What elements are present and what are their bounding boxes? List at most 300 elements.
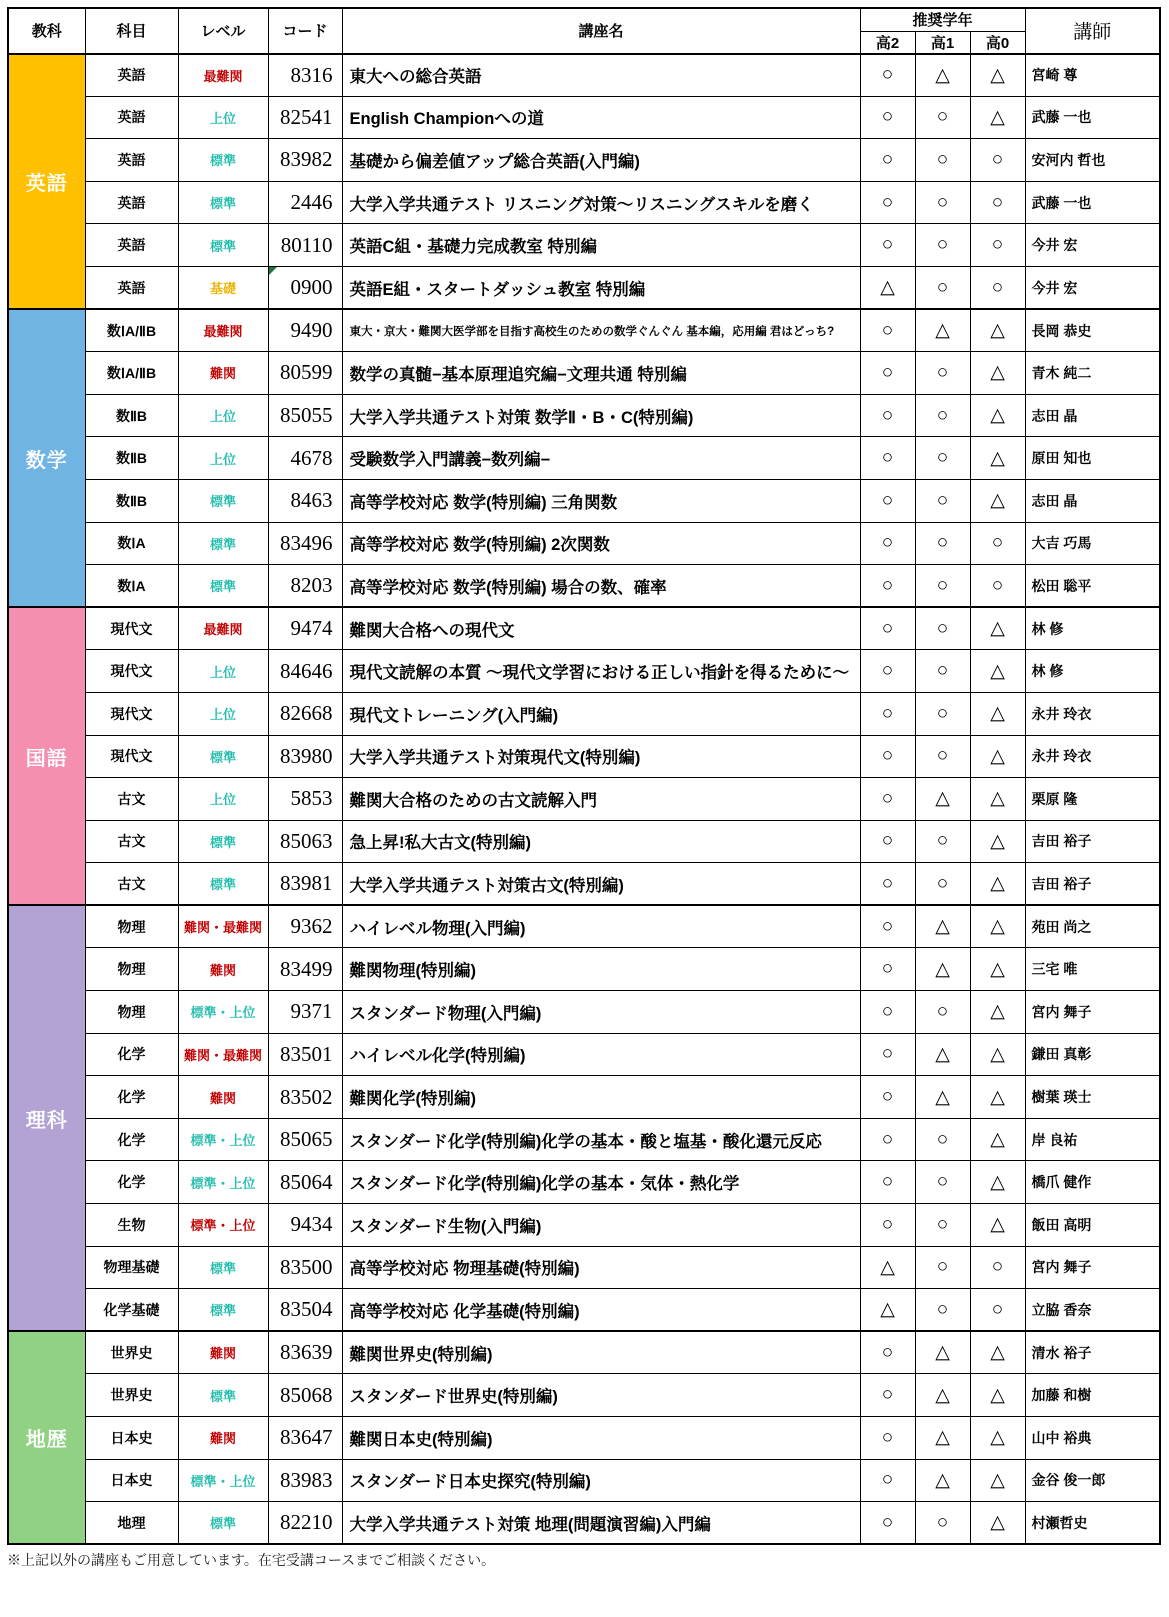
grade-mark-cell-g2: ○ — [860, 1459, 915, 1502]
grade-mark-cell-g2: ○ — [860, 991, 915, 1034]
grade-mark-cell-g1: △ — [915, 54, 970, 97]
course-name-cell: 難関大合格のための古文読解入門 — [342, 778, 860, 821]
subject-group-label: 国語 — [8, 607, 85, 905]
course-name-cell: 高等学校対応 数学(特別編) 場合の数、確率 — [342, 565, 860, 608]
grade-mark-cell-g1: △ — [915, 1033, 970, 1076]
grade-mark-cell-g0: △ — [970, 479, 1025, 522]
grade-mark-cell-g0: △ — [970, 1161, 1025, 1204]
teacher-cell: 原田 知也 — [1025, 437, 1160, 480]
subject-cell: 地理 — [85, 1502, 178, 1545]
teacher-cell: 林 修 — [1025, 650, 1160, 693]
grade-mark-cell-g1: ○ — [915, 352, 970, 395]
code-cell: 2446 — [268, 181, 342, 224]
grade-mark-cell-g1: △ — [915, 905, 970, 948]
level-cell: 上位 — [178, 96, 268, 139]
grade-mark-cell-g2: ○ — [860, 820, 915, 863]
course-name-cell: 高等学校対応 化学基礎(特別編) — [342, 1289, 860, 1332]
course-row — [8, 1161, 1160, 1204]
teacher-cell: 今井 宏 — [1025, 224, 1160, 267]
subject-cell: 英語 — [85, 139, 178, 182]
grade-mark-cell-g2: ○ — [860, 607, 915, 650]
teacher-cell: 吉田 裕子 — [1025, 863, 1160, 906]
subject-cell: 英語 — [85, 266, 178, 309]
code-cell: 9474 — [268, 607, 342, 650]
level-cell: 上位 — [178, 437, 268, 480]
course-name-cell: スタンダード物理(入門編) — [342, 991, 860, 1034]
level-cell: 標準 — [178, 224, 268, 267]
grade-mark-cell-g0: △ — [970, 1331, 1025, 1374]
grade-mark-cell-g0: ○ — [970, 139, 1025, 182]
grade-mark-cell-g2: △ — [860, 1246, 915, 1289]
grade-mark-cell-g0: △ — [970, 54, 1025, 97]
level-cell: 標準 — [178, 863, 268, 906]
course-row — [8, 1204, 1160, 1247]
code-cell: 4678 — [268, 437, 342, 480]
course-row — [8, 1076, 1160, 1119]
course-name-cell: 高等学校対応 数学(特別編) 三角関数 — [342, 479, 860, 522]
grade-mark-cell-g2: ○ — [860, 1502, 915, 1545]
grade-mark-cell-g2: ○ — [860, 1331, 915, 1374]
subject-cell: 物理 — [85, 948, 178, 991]
course-name-cell: 大学入学共通テスト対策 地理(問題演習編)入門編 — [342, 1502, 860, 1545]
teacher-cell: 志田 晶 — [1025, 394, 1160, 437]
course-row — [8, 266, 1160, 309]
course-name-cell: 高等学校対応 数学(特別編) 2次関数 — [342, 522, 860, 565]
grade-mark-cell-g1: △ — [915, 1374, 970, 1417]
grade-mark-cell-g1: ○ — [915, 1161, 970, 1204]
grade-mark-cell-g1: ○ — [915, 650, 970, 693]
grade-mark-cell-g1: ○ — [915, 224, 970, 267]
level-cell: 標準・上位 — [178, 1204, 268, 1247]
header-grade-1: 高1 — [915, 31, 970, 54]
grade-mark-cell-g0: △ — [970, 991, 1025, 1034]
level-cell: 標準・上位 — [178, 1161, 268, 1204]
teacher-cell: 吉田 裕子 — [1025, 820, 1160, 863]
course-row — [8, 1118, 1160, 1161]
teacher-cell: 三宅 唯 — [1025, 948, 1160, 991]
course-row — [8, 522, 1160, 565]
grade-mark-cell-g0: △ — [970, 607, 1025, 650]
level-cell: 難関 — [178, 1331, 268, 1374]
course-name-cell: English Championへの道 — [342, 96, 860, 139]
level-cell: 上位 — [178, 778, 268, 821]
level-cell: 上位 — [178, 394, 268, 437]
grade-mark-cell-g2: ○ — [860, 948, 915, 991]
grade-mark-cell-g0: ○ — [970, 1246, 1025, 1289]
course-row — [8, 1033, 1160, 1076]
grade-mark-cell-g1: ○ — [915, 991, 970, 1034]
grade-mark-cell-g1: △ — [915, 1331, 970, 1374]
code-cell: 83982 — [268, 139, 342, 182]
code-cell: 5853 — [268, 778, 342, 821]
grade-mark-cell-g2: △ — [860, 1289, 915, 1332]
grade-mark-cell-g1: ○ — [915, 1204, 970, 1247]
level-cell: 標準 — [178, 139, 268, 182]
grade-mark-cell-g1: ○ — [915, 820, 970, 863]
grade-mark-cell-g1: ○ — [915, 437, 970, 480]
grade-mark-cell-g1: ○ — [915, 181, 970, 224]
course-name-cell: 東大への総合英語 — [342, 54, 860, 97]
grade-mark-cell-g2: ○ — [860, 1118, 915, 1161]
grade-mark-cell-g0: △ — [970, 309, 1025, 352]
grade-mark-cell-g0: △ — [970, 820, 1025, 863]
course-name-cell: ハイレベル化学(特別編) — [342, 1033, 860, 1076]
course-name-cell: 現代文トレーニング(入門編) — [342, 692, 860, 735]
grade-mark-cell-g1: ○ — [915, 692, 970, 735]
teacher-cell: 清水 裕子 — [1025, 1331, 1160, 1374]
grade-mark-cell-g0: △ — [970, 948, 1025, 991]
course-row — [8, 948, 1160, 991]
grade-mark-cell-g1: ○ — [915, 479, 970, 522]
grade-mark-cell-g1: △ — [915, 778, 970, 821]
code-cell: 82668 — [268, 692, 342, 735]
grade-mark-cell-g1: ○ — [915, 607, 970, 650]
grade-mark-cell-g2: ○ — [860, 522, 915, 565]
grade-mark-cell-g1: △ — [915, 1459, 970, 1502]
course-name-cell: スタンダード化学(特別編)化学の基本・気体・熱化学 — [342, 1161, 860, 1204]
code-cell: 85068 — [268, 1374, 342, 1417]
course-row — [8, 905, 1160, 948]
code-cell: 83981 — [268, 863, 342, 906]
course-name-cell: スタンダード日本史探究(特別編) — [342, 1459, 860, 1502]
grade-mark-cell-g2: ○ — [860, 1374, 915, 1417]
subject-cell: 化学 — [85, 1118, 178, 1161]
subject-cell: 古文 — [85, 863, 178, 906]
code-cell: 83504 — [268, 1289, 342, 1332]
level-cell: 上位 — [178, 692, 268, 735]
subject-group-label: 数学 — [8, 309, 85, 607]
course-row — [8, 1417, 1160, 1460]
subject-cell: 古文 — [85, 820, 178, 863]
subject-cell: 数ⅡB — [85, 394, 178, 437]
grade-mark-cell-g2: ○ — [860, 1161, 915, 1204]
teacher-cell: 永井 玲衣 — [1025, 735, 1160, 778]
grade-mark-cell-g1: △ — [915, 948, 970, 991]
grade-mark-cell-g2: ○ — [860, 863, 915, 906]
level-cell: 標準 — [178, 522, 268, 565]
level-cell: 難関 — [178, 948, 268, 991]
level-cell: 標準・上位 — [178, 1118, 268, 1161]
header-grade-0: 高0 — [970, 31, 1025, 54]
course-row — [8, 309, 1160, 352]
level-cell: 難関 — [178, 352, 268, 395]
level-cell: 標準 — [178, 1374, 268, 1417]
code-cell: 83496 — [268, 522, 342, 565]
grade-mark-cell-g1: △ — [915, 1417, 970, 1460]
teacher-cell: 松田 聡平 — [1025, 565, 1160, 608]
course-name-cell: 大学入学共通テスト対策現代文(特別編) — [342, 735, 860, 778]
course-row — [8, 607, 1160, 650]
subject-cell: 数ⅠA/ⅡB — [85, 309, 178, 352]
subject-cell: 生物 — [85, 1204, 178, 1247]
subject-cell: 英語 — [85, 224, 178, 267]
grade-mark-cell-g2: △ — [860, 266, 915, 309]
course-row — [8, 352, 1160, 395]
subject-cell: 現代文 — [85, 650, 178, 693]
grade-mark-cell-g2: ○ — [860, 309, 915, 352]
grade-mark-cell-g0: ○ — [970, 565, 1025, 608]
teacher-cell: 林 修 — [1025, 607, 1160, 650]
teacher-cell: 山中 裕典 — [1025, 1417, 1160, 1460]
course-row — [8, 1459, 1160, 1502]
subject-cell: 物理 — [85, 991, 178, 1034]
subject-group-label: 理科 — [8, 905, 85, 1331]
teacher-cell: 今井 宏 — [1025, 266, 1160, 309]
grade-mark-cell-g2: ○ — [860, 650, 915, 693]
code-cell: 83980 — [268, 735, 342, 778]
subject-cell: 物理基礎 — [85, 1246, 178, 1289]
code-cell: 82541 — [268, 96, 342, 139]
level-cell: 標準 — [178, 735, 268, 778]
grade-mark-cell-g2: ○ — [860, 905, 915, 948]
teacher-cell: 志田 晶 — [1025, 479, 1160, 522]
grade-mark-cell-g2: ○ — [860, 437, 915, 480]
subject-cell: 英語 — [85, 181, 178, 224]
code-cell: 80599 — [268, 352, 342, 395]
grade-mark-cell-g2: ○ — [860, 394, 915, 437]
subject-cell: 日本史 — [85, 1459, 178, 1502]
grade-mark-cell-g1: ○ — [915, 1246, 970, 1289]
grade-mark-cell-g2: ○ — [860, 1076, 915, 1119]
grade-mark-cell-g1: ○ — [915, 565, 970, 608]
code-cell: 9434 — [268, 1204, 342, 1247]
grade-mark-cell-g2: ○ — [860, 692, 915, 735]
level-cell: 難関・最難関 — [178, 1033, 268, 1076]
grade-mark-cell-g1: ○ — [915, 1118, 970, 1161]
grade-mark-cell-g2: ○ — [860, 1417, 915, 1460]
course-row — [8, 650, 1160, 693]
course-name-cell: 東大・京大・難関大医学部を目指す高校生のための数学ぐんぐん 基本編，応用編 君はどっち? — [342, 309, 860, 352]
teacher-cell: 橋爪 健作 — [1025, 1161, 1160, 1204]
header-code: コード — [268, 8, 342, 54]
subject-cell: 化学 — [85, 1161, 178, 1204]
grade-mark-cell-g2: ○ — [860, 565, 915, 608]
code-cell: 84646 — [268, 650, 342, 693]
teacher-cell: 青木 純二 — [1025, 352, 1160, 395]
level-cell: 標準・上位 — [178, 1459, 268, 1502]
course-row — [8, 991, 1160, 1034]
teacher-cell: 栗原 隆 — [1025, 778, 1160, 821]
grade-mark-cell-g2: ○ — [860, 224, 915, 267]
grade-mark-cell-g0: △ — [970, 1204, 1025, 1247]
course-name-cell: スタンダード化学(特別編)化学の基本・酸と塩基・酸化還元反応 — [342, 1118, 860, 1161]
course-row — [8, 778, 1160, 821]
teacher-cell: 宮崎 尊 — [1025, 54, 1160, 97]
course-name-cell: スタンダード生物(入門編) — [342, 1204, 860, 1247]
level-cell: 最難関 — [178, 309, 268, 352]
subject-cell: 化学基礎 — [85, 1289, 178, 1332]
teacher-cell: 長岡 恭史 — [1025, 309, 1160, 352]
course-name-cell: 難関日本史(特別編) — [342, 1417, 860, 1460]
header-teacher: 講師 — [1025, 8, 1160, 54]
grade-mark-cell-g0: △ — [970, 1076, 1025, 1119]
course-row — [8, 139, 1160, 182]
subject-cell: 数ⅠA — [85, 565, 178, 608]
course-name-cell: 現代文読解の本質 〜現代文学習における正しい指針を得るために〜 — [342, 650, 860, 693]
course-row — [8, 1502, 1160, 1545]
grade-mark-cell-g0: ○ — [970, 181, 1025, 224]
grade-mark-cell-g0: △ — [970, 1118, 1025, 1161]
grade-mark-cell-g2: ○ — [860, 735, 915, 778]
level-cell: 難関・最難関 — [178, 905, 268, 948]
grade-mark-cell-g1: ○ — [915, 1289, 970, 1332]
course-row — [8, 565, 1160, 608]
grade-mark-cell-g0: ○ — [970, 266, 1025, 309]
header-recommended-grade: 推奨学年 — [860, 8, 1025, 31]
teacher-cell: 岸 良祐 — [1025, 1118, 1160, 1161]
course-name-cell: スタンダード世界史(特別編) — [342, 1374, 860, 1417]
code-cell: 8203 — [268, 565, 342, 608]
grade-mark-cell-g0: △ — [970, 650, 1025, 693]
level-cell: 標準 — [178, 820, 268, 863]
subject-cell: 世界史 — [85, 1331, 178, 1374]
grade-mark-cell-g1: ○ — [915, 266, 970, 309]
grade-mark-cell-g2: ○ — [860, 139, 915, 182]
teacher-cell: 武藤 一也 — [1025, 181, 1160, 224]
course-name-cell: 受験数学入門講義−数列編− — [342, 437, 860, 480]
code-cell: 85065 — [268, 1118, 342, 1161]
level-cell: 標準 — [178, 565, 268, 608]
code-cell: 83501 — [268, 1033, 342, 1076]
code-cell: 82210 — [268, 1502, 342, 1545]
course-row — [8, 1289, 1160, 1332]
course-row — [8, 224, 1160, 267]
course-row — [8, 54, 1160, 97]
course-name-cell: 急上昇!私大古文(特別編) — [342, 820, 860, 863]
teacher-cell: 武藤 一也 — [1025, 96, 1160, 139]
grade-mark-cell-g1: ○ — [915, 1502, 970, 1545]
course-row — [8, 820, 1160, 863]
code-cell: 0900 — [268, 266, 342, 309]
level-cell: 上位 — [178, 650, 268, 693]
teacher-cell: 村瀬哲史 — [1025, 1502, 1160, 1545]
subject-cell: 化学 — [85, 1033, 178, 1076]
code-cell: 83499 — [268, 948, 342, 991]
level-cell: 標準 — [178, 1289, 268, 1332]
grade-mark-cell-g1: △ — [915, 309, 970, 352]
code-cell: 85064 — [268, 1161, 342, 1204]
course-row — [8, 692, 1160, 735]
grade-mark-cell-g1: ○ — [915, 735, 970, 778]
subject-cell: 古文 — [85, 778, 178, 821]
code-cell: 83502 — [268, 1076, 342, 1119]
course-name-cell: 難関大合格への現代文 — [342, 607, 860, 650]
course-table — [7, 7, 1161, 1545]
grade-mark-cell-g1: ○ — [915, 394, 970, 437]
subject-cell: 現代文 — [85, 692, 178, 735]
grade-mark-cell-g0: ○ — [970, 522, 1025, 565]
level-cell: 標準 — [178, 479, 268, 522]
grade-mark-cell-g0: △ — [970, 778, 1025, 821]
course-name-cell: 英語C組・基礎力完成教室 特別編 — [342, 224, 860, 267]
grade-mark-cell-g0: △ — [970, 437, 1025, 480]
subject-cell: 英語 — [85, 96, 178, 139]
course-row — [8, 1331, 1160, 1374]
grade-mark-cell-g1: ○ — [915, 863, 970, 906]
course-row — [8, 437, 1160, 480]
level-cell: 最難関 — [178, 607, 268, 650]
teacher-cell: 宮内 舞子 — [1025, 1246, 1160, 1289]
code-cell: 83500 — [268, 1246, 342, 1289]
grade-mark-cell-g0: △ — [970, 352, 1025, 395]
grade-mark-cell-g0: △ — [970, 692, 1025, 735]
grade-mark-cell-g0: △ — [970, 96, 1025, 139]
grade-mark-cell-g2: ○ — [860, 1204, 915, 1247]
code-cell: 83639 — [268, 1331, 342, 1374]
course-row — [8, 735, 1160, 778]
course-name-cell: 大学入学共通テスト対策古文(特別編) — [342, 863, 860, 906]
level-cell: 難関 — [178, 1417, 268, 1460]
course-row — [8, 181, 1160, 224]
teacher-cell: 永井 玲衣 — [1025, 692, 1160, 735]
code-cell: 83647 — [268, 1417, 342, 1460]
grade-mark-cell-g0: △ — [970, 1502, 1025, 1545]
grade-mark-cell-g1: ○ — [915, 96, 970, 139]
grade-mark-cell-g0: △ — [970, 1374, 1025, 1417]
grade-mark-cell-g0: ○ — [970, 224, 1025, 267]
course-row — [8, 479, 1160, 522]
course-name-cell: ハイレベル物理(入門編) — [342, 905, 860, 948]
level-cell: 標準 — [178, 181, 268, 224]
teacher-cell: 大吉 巧馬 — [1025, 522, 1160, 565]
course-row — [8, 96, 1160, 139]
course-name-cell: 大学入学共通テスト リスニング対策〜リスニングスキルを磨く — [342, 181, 860, 224]
subject-cell: 物理 — [85, 905, 178, 948]
course-name-cell: 基礎から偏差値アップ総合英語(入門編) — [342, 139, 860, 182]
code-cell: 83983 — [268, 1459, 342, 1502]
level-cell: 最難関 — [178, 54, 268, 97]
grade-mark-cell-g0: △ — [970, 1417, 1025, 1460]
footnote: ※上記以外の講座もご用意しています。在宅受講コースまでご相談ください。 — [7, 1552, 496, 1569]
grade-mark-cell-g2: ○ — [860, 181, 915, 224]
code-cell: 9371 — [268, 991, 342, 1034]
subject-group-label: 英語 — [8, 54, 85, 310]
grade-mark-cell-g0: △ — [970, 905, 1025, 948]
course-name-cell: 難関化学(特別編) — [342, 1076, 860, 1119]
course-name-cell: 英語E組・スタートダッシュ教室 特別編 — [342, 266, 860, 309]
level-cell: 標準 — [178, 1246, 268, 1289]
grade-mark-cell-g2: ○ — [860, 96, 915, 139]
teacher-cell: 苑田 尚之 — [1025, 905, 1160, 948]
code-cell: 8463 — [268, 479, 342, 522]
grade-mark-cell-g0: △ — [970, 1459, 1025, 1502]
course-name-cell: 大学入学共通テスト対策 数学Ⅱ・B・C(特別編) — [342, 394, 860, 437]
course-row — [8, 1374, 1160, 1417]
grade-mark-cell-g1: ○ — [915, 522, 970, 565]
grade-mark-cell-g0: △ — [970, 735, 1025, 778]
subject-cell: 数ⅠA/ⅡB — [85, 352, 178, 395]
teacher-cell: 樹葉 瑛士 — [1025, 1076, 1160, 1119]
header-kamoku: 科目 — [85, 8, 178, 54]
teacher-cell: 安河内 哲也 — [1025, 139, 1160, 182]
grade-mark-cell-g2: ○ — [860, 778, 915, 821]
header-level: レベル — [178, 8, 268, 54]
course-row — [8, 863, 1160, 906]
grade-mark-cell-g0: △ — [970, 394, 1025, 437]
level-cell: 基礎 — [178, 266, 268, 309]
course-name-cell: 数学の真髄−基本原理追究編−文理共通 特別編 — [342, 352, 860, 395]
grade-mark-cell-g0: △ — [970, 1033, 1025, 1076]
header-kyoka: 教科 — [8, 8, 85, 54]
code-cell: 80110 — [268, 224, 342, 267]
course-row — [8, 1246, 1160, 1289]
subject-cell: 日本史 — [85, 1417, 178, 1460]
grade-mark-cell-g0: △ — [970, 863, 1025, 906]
grade-mark-cell-g1: △ — [915, 1076, 970, 1119]
teacher-cell: 加藤 和樹 — [1025, 1374, 1160, 1417]
grade-mark-cell-g2: ○ — [860, 54, 915, 97]
course-name-cell: 難関物理(特別編) — [342, 948, 860, 991]
